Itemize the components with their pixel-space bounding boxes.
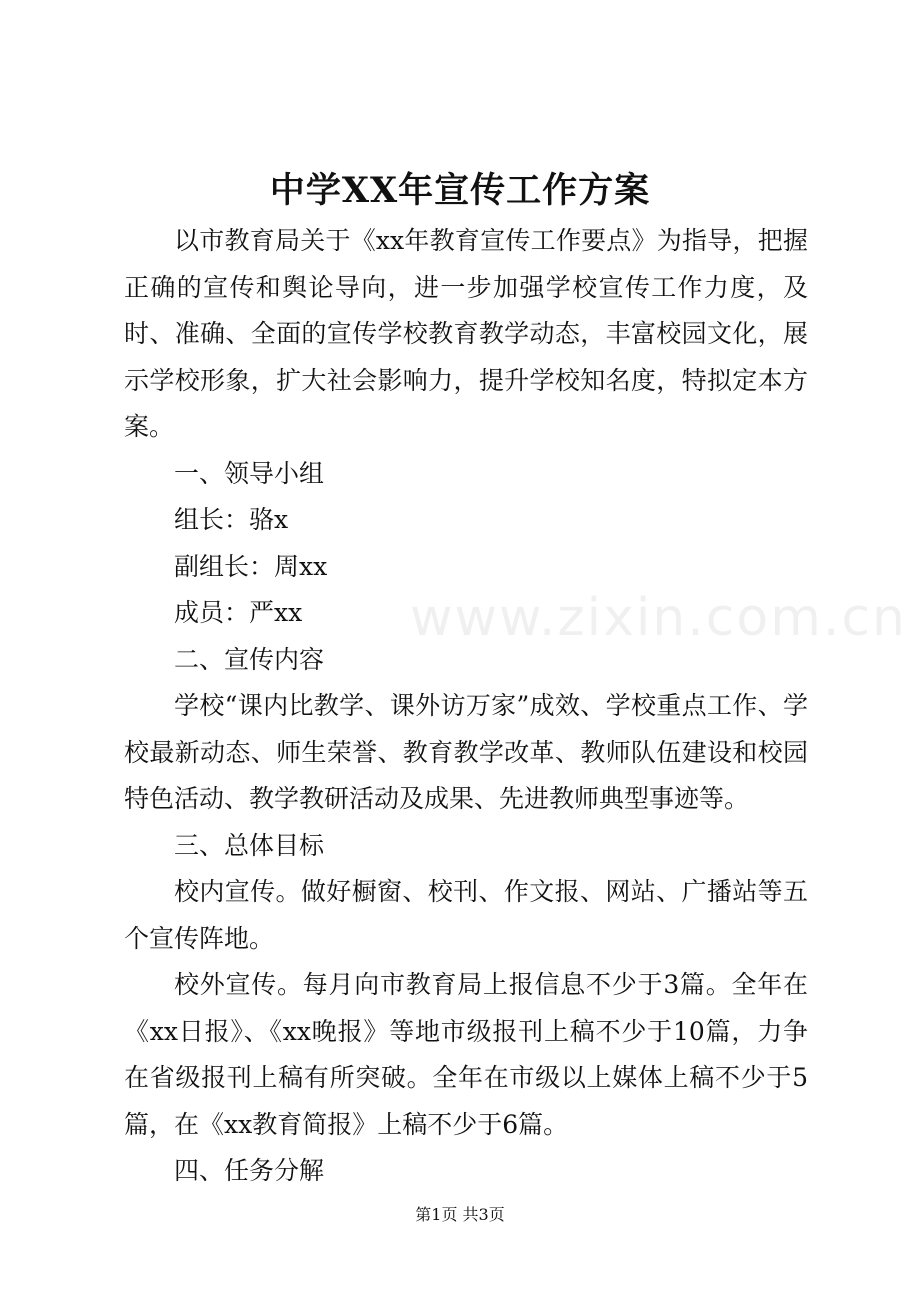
section-heading-goals: 三、总体目标 xyxy=(174,830,325,860)
member-line: 成员：严xx xyxy=(174,598,303,627)
page-footer: 第1页 共3页 xyxy=(415,1205,505,1224)
document-body xyxy=(124,218,808,1195)
intro-paragraph: 以市教育局关于《xx年教育宣传工作要点》为指导，把握正确的宣传和舆论导向，进一步加强学校宣传工作力度，及时、准确、全面的宣传学校教育教学动态，丰富校园文化，展示学校形象，扩大社会影响力，提升学校知名度，特拟定本方案。 xyxy=(124,226,808,441)
internal-publicity-paragraph: 校内宣传。做好橱窗、校刊、作文报、网站、广播站等五个宣传阵地。 xyxy=(124,877,808,953)
content-paragraph: 学校“课内比教学、课外访万家”成效、学校重点工作、学校最新动态、师生荣誉、教育教学改革、教师队伍建设和校园特色活动、教学教研活动及成果、先进教师典型事迹等。 xyxy=(124,691,808,813)
section-heading-content: 二、宣传内容 xyxy=(174,644,325,674)
section-heading-tasks: 四、任务分解 xyxy=(174,1156,325,1185)
watermark: www.zixin.com.cn xyxy=(410,588,907,648)
leader-line: 组长：骆x xyxy=(174,505,289,534)
external-publicity-paragraph: 校外宣传。每月向市教育局上报信息不少于3篇。全年在《xx日报》、《xx晚报》等地市级报刊上稿不少于10篇，力争在省级报刊上稿有所突破。全年在市级以上媒体上稿不少于5篇，在《xx教育简报》上稿不少于6篇。 xyxy=(124,970,808,1139)
deputy-leader-line: 副组长：周xx xyxy=(174,551,328,581)
section-heading-leadership: 一、领导小组 xyxy=(174,458,325,488)
document-title: 中学XX年宣传工作方案 xyxy=(269,170,651,211)
